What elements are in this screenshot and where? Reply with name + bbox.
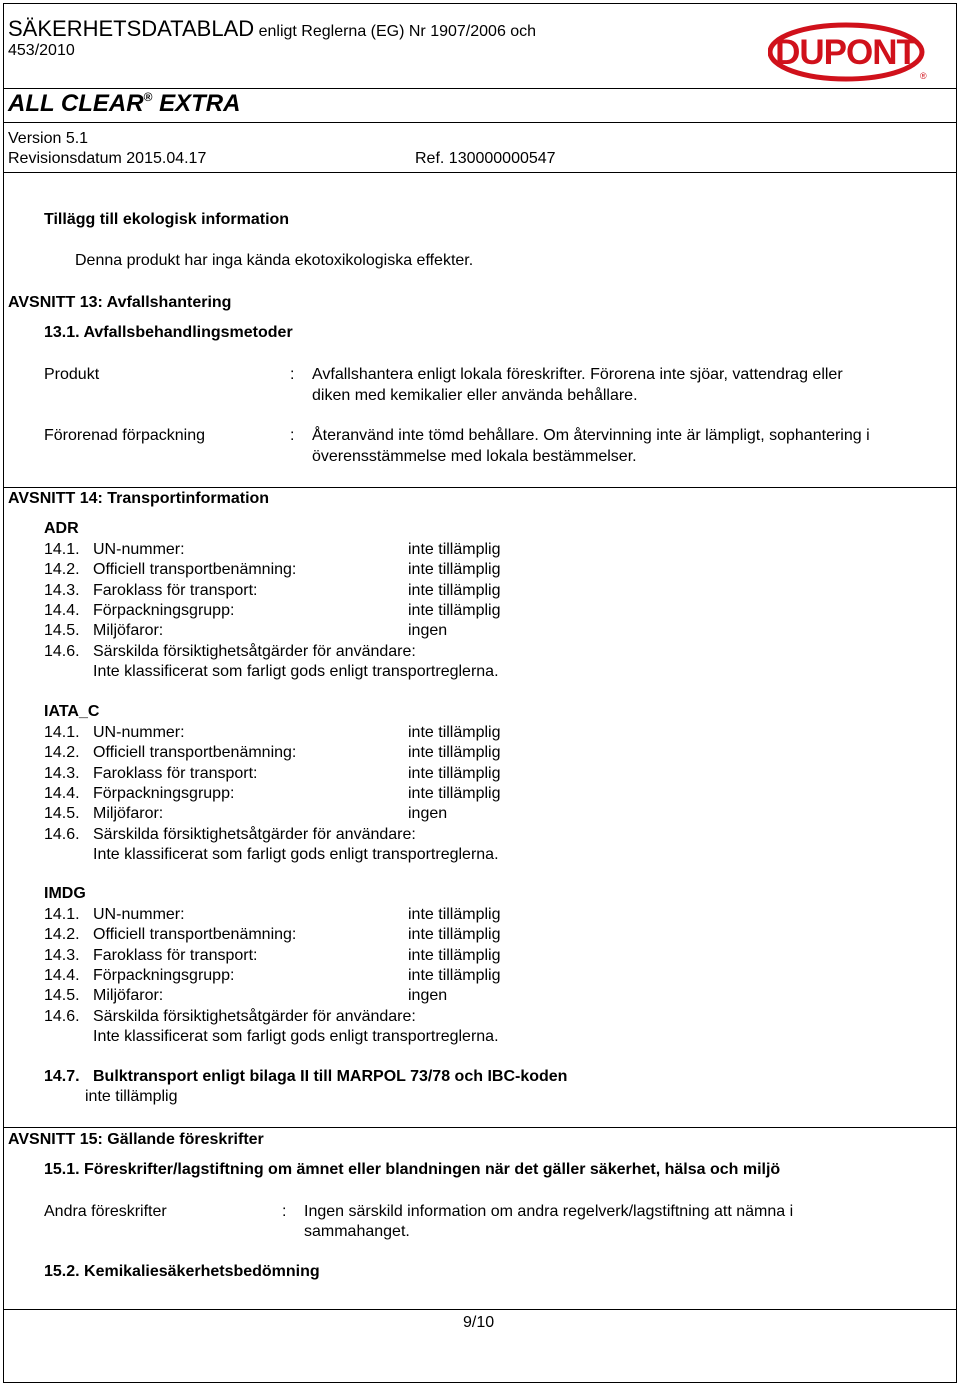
packaging-text-1: Återanvänd inte tömd behållare. Om återvinning inte är lämpligt, sophantering i <box>312 427 870 444</box>
header-rule-top <box>3 88 957 89</box>
transport-item-label: Förpackningsgrupp: <box>93 967 235 984</box>
transport-item-value: inte tillämplig <box>408 785 501 802</box>
transport-item-value: ingen <box>408 805 448 822</box>
special-precautions-label: Särskilda försiktighetsåtgärder för användare: <box>93 1008 416 1025</box>
transport-item-label: Förpackningsgrupp: <box>93 602 235 619</box>
transport-mode-name: IATA_C <box>44 703 100 720</box>
packaging-label: Förorenad förpackning <box>44 427 205 444</box>
section-15-1-heading: 15.1. Föreskrifter/lagstiftning om ämnet eller blandningen när det gäller säkerhet, hälsa och miljö <box>44 1161 781 1178</box>
special-precautions-label: Särskilda försiktighetsåtgärder för användare: <box>93 643 416 660</box>
transport-item-number: 14.5. <box>44 622 80 639</box>
transport-item-number: 14.4. <box>44 785 80 802</box>
transport-item-value: ingen <box>408 987 448 1004</box>
header-rule-mid <box>3 122 957 123</box>
transport-item-number: 14.2. <box>44 744 80 761</box>
special-precautions-number: 14.6. <box>44 643 80 660</box>
product-text-1: Avfallshantera enligt lokala föreskrifter. Förorena inte sjöar, vattendrag eller <box>312 366 843 383</box>
transport-item-label: Officiell transportbenämning: <box>93 744 297 761</box>
product-text-2: diken med kemikalier eller använda behållare. <box>312 387 638 404</box>
transport-item-label: Faroklass för transport: <box>93 582 258 599</box>
product-colon: : <box>290 366 295 383</box>
svg-text:DUPONT: DUPONT <box>775 33 917 72</box>
section-15-heading: AVSNITT 15: Gällande föreskrifter <box>8 1131 264 1148</box>
transport-item-number: 14.1. <box>44 724 80 741</box>
other-regulations-colon: : <box>282 1203 287 1220</box>
transport-item-value: inte tillämplig <box>408 602 501 619</box>
section-13-1-heading: 13.1. Avfallsbehandlingsmetoder <box>44 324 293 341</box>
transport-item-number: 14.4. <box>44 602 80 619</box>
transport-item-value: inte tillämplig <box>408 906 501 923</box>
transport-item-value: inte tillämplig <box>408 582 501 599</box>
reference-number: Ref. 130000000547 <box>415 150 556 167</box>
transport-item-label: UN-nummer: <box>93 906 185 923</box>
transport-item-label: UN-nummer: <box>93 541 185 558</box>
bulk-number: 14.7. <box>44 1068 80 1085</box>
transport-mode-name: IMDG <box>44 885 86 902</box>
dupont-logo <box>768 22 930 82</box>
special-precautions-text: Inte klassificerat som farligt gods enligt transportreglerna. <box>93 1028 499 1045</box>
transport-item-label: Officiell transportbenämning: <box>93 926 297 943</box>
transport-item-value: inte tillämplig <box>408 947 501 964</box>
document-title: SÄKERHETSDATABLAD enligt Reglerna (EG) Nr 1907/2006 och <box>8 16 537 41</box>
transport-item-label: Miljöfaror: <box>93 987 164 1004</box>
transport-item-number: 14.4. <box>44 967 80 984</box>
transport-item-label: UN-nummer: <box>93 724 185 741</box>
transport-item-number: 14.2. <box>44 926 80 943</box>
transport-item-label: Miljöfaror: <box>93 805 164 822</box>
transport-item-number: 14.1. <box>44 541 80 558</box>
transport-item-number: 14.5. <box>44 987 80 1004</box>
other-regulations-text-2: sammahanget. <box>304 1223 410 1240</box>
eco-heading: Tillägg till ekologisk information <box>44 211 290 228</box>
transport-item-number: 14.2. <box>44 561 80 578</box>
transport-item-value: inte tillämplig <box>408 765 501 782</box>
page-number: 9/10 <box>463 1314 495 1331</box>
transport-item-label: Faroklass för transport: <box>93 947 258 964</box>
other-regulations-label: Andra föreskrifter <box>44 1203 167 1220</box>
transport-item-value: inte tillämplig <box>408 724 501 741</box>
packaging-colon: : <box>290 427 295 444</box>
section-14-rule <box>3 1127 957 1128</box>
bulk-label: Bulktransport enligt bilaga II till MARPOL 73/78 och IBC-koden <box>93 1068 568 1085</box>
transport-item-label: Förpackningsgrupp: <box>93 785 235 802</box>
transport-item-label: Faroklass för transport: <box>93 765 258 782</box>
section-14-heading: AVSNITT 14: Transportinformation <box>8 490 270 507</box>
transport-item-number: 14.3. <box>44 947 80 964</box>
bulk-value: inte tillämplig <box>85 1088 178 1105</box>
revision-date: Revisionsdatum 2015.04.17 <box>8 150 207 167</box>
transport-mode-name: ADR <box>44 520 79 537</box>
transport-item-label: Miljöfaror: <box>93 622 164 639</box>
section-13-rule <box>3 487 957 488</box>
section-15-2-heading: 15.2. Kemikaliesäkerhetsbedömning <box>44 1263 320 1280</box>
transport-item-value: inte tillämplig <box>408 744 501 761</box>
transport-item-number: 14.1. <box>44 906 80 923</box>
svg-text:®: ® <box>920 71 927 81</box>
special-precautions-label: Särskilda försiktighetsåtgärder för användare: <box>93 826 416 843</box>
transport-item-label: Officiell transportbenämning: <box>93 561 297 578</box>
transport-item-value: inte tillämplig <box>408 561 501 578</box>
transport-item-value: inte tillämplig <box>408 967 501 984</box>
footer-rule <box>3 1309 957 1310</box>
section-13-heading: AVSNITT 13: Avfallshantering <box>8 294 232 311</box>
transport-item-value: inte tillämplig <box>408 541 501 558</box>
special-precautions-text: Inte klassificerat som farligt gods enligt transportreglerna. <box>93 663 499 680</box>
eco-text: Denna produkt har inga kända ekotoxikologiska effekter. <box>75 252 474 269</box>
header-rule-bottom <box>3 172 957 173</box>
transport-item-number: 14.3. <box>44 765 80 782</box>
transport-item-value: inte tillämplig <box>408 926 501 943</box>
product-label: Produkt <box>44 366 100 383</box>
packaging-text-2: överensstämmelse med lokala bestämmelser. <box>312 448 637 465</box>
special-precautions-number: 14.6. <box>44 1008 80 1025</box>
special-precautions-text: Inte klassificerat som farligt gods enligt transportreglerna. <box>93 846 499 863</box>
transport-item-value: ingen <box>408 622 448 639</box>
transport-item-number: 14.5. <box>44 805 80 822</box>
document-title-cont: 453/2010 <box>8 42 75 59</box>
product-name: ALL CLEAR® EXTRA <box>8 90 241 117</box>
special-precautions-number: 14.6. <box>44 826 80 843</box>
transport-item-number: 14.3. <box>44 582 80 599</box>
version: Version 5.1 <box>8 130 89 147</box>
other-regulations-text-1: Ingen särskild information om andra regelverk/lagstiftning att nämna i <box>304 1203 794 1220</box>
